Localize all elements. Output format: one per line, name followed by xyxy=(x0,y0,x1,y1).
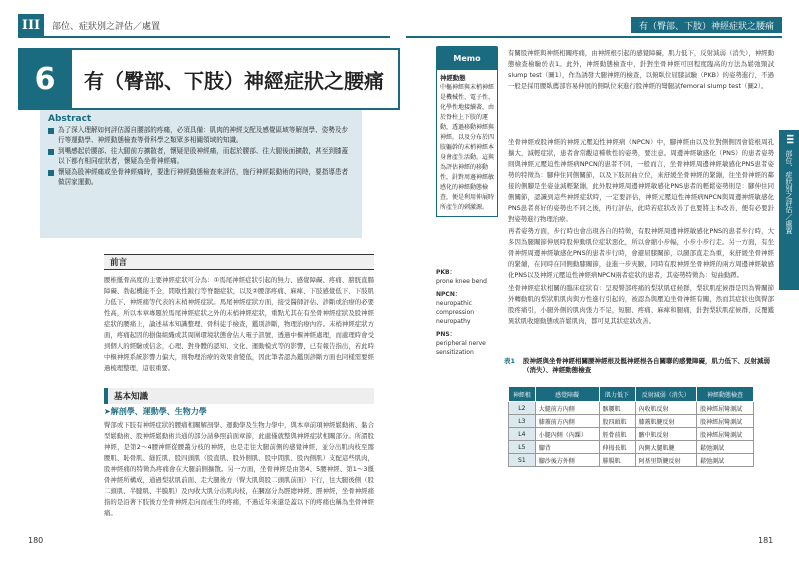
table-label: 表1 xyxy=(504,357,516,365)
table-header: 神經動態檢查 xyxy=(697,387,754,402)
nerve-root-table xyxy=(508,386,754,467)
left-running-header xyxy=(18,14,390,38)
intro-text: 腰椎骶骨高度的主要神經症狀可分為：①馬尾神經症狀引起的無力、感覺障礙、疼痛、膀胱直腸障礙、勃起機能不全，間歇性跛行等脊髓症狀，以及②腰部疼痛、麻痺、下肢感覺低下、下肢肌力低下、神經痛等代表的末梢神經症狀。馬尾神經症狀方面，接受醫師評估、診斷或治療的必要性高，所以本章專題於馬尾神經症狀之外的末梢神經症狀，重點尤其在有坐骨神經症狀及股神經症狀的腰痛上，論述基本知識整理、骨科徒手檢查，鑑別診斷，物理治療內容。末梢神經症狀方面，疼痛起因的損傷組織或其周圍環境狀態會佔人電子訊號，透過中樞神經處理，而處理時會受到個人的經驗或信念，心理、對身體的認知、文化、運動模式等的影響，已有報告指出，若此時中樞神經系統影響力偏大，則物理治療的效果會變低，因此筆者認為鑑別診斷方面也同樣需要經過梳理整理，這很重要。 xyxy=(104,276,374,372)
table-row xyxy=(509,441,754,454)
table-cell: 股神經屈彎測試 xyxy=(697,428,754,441)
table-header: 反射減弱（消失） xyxy=(635,387,697,402)
abstract-title: Abstract xyxy=(48,114,92,124)
table-cell: 髕中肌反射 xyxy=(635,428,697,441)
table-cell: 股神經屈彎測試 xyxy=(697,402,754,415)
table-row xyxy=(509,415,754,428)
table-cell: 阿基里斯腱反射 xyxy=(635,454,697,467)
side-tab-label: 部位、症狀別之評估／處置 xyxy=(785,150,793,235)
square-bullet-icon xyxy=(48,128,54,134)
chapter-running-title: 有（臀部、下肢）神經症狀之腰痛 xyxy=(631,17,782,33)
table-cell: 鬆弛測試 xyxy=(697,441,754,454)
abbr-item: PKB： prone knee bend xyxy=(436,269,487,285)
table-cell: 膝蓋肌腱反射 xyxy=(635,415,697,428)
table-cell: 鬆弛測試 xyxy=(697,454,754,467)
side-tab-part: III xyxy=(784,134,794,145)
table-cell: 伸拇長肌 xyxy=(599,441,635,454)
part-number-box: III xyxy=(18,14,44,36)
right-page xyxy=(400,0,799,564)
table-cell: L4 xyxy=(509,428,536,441)
table-cell: 股四頭肌 xyxy=(599,415,635,428)
chapter-number: 6 xyxy=(18,50,72,108)
memo-tag: Memo xyxy=(436,46,498,70)
abstract-item: 為了深入理解如何評估源自腰部的疼痛，必須具備：肌肉的神經支配及感覺區域等解剖學、姿勢及步行等運動學、神經動態檢查等骨科學之類眾多相關領域的知識。 xyxy=(48,126,354,145)
table-header-row xyxy=(509,387,754,402)
table-row xyxy=(509,428,754,441)
table-row xyxy=(509,402,754,415)
abbr-item: NPCN： neuropathic compression neuropathy xyxy=(436,291,475,325)
basics-text: 臀部或下肢有神經症狀的腰痛相關解剖學、運動學及生物力學中，與本章前項神經鬆動術、黏合型鬆動術、股神經鬆動術共通的部分請參照前面章節，此處僅就整與神經症狀相關部分。所謂股神經，是第2～4腰神經從腰叢分枝的神經，也是走往大腿前側的感覺神經，並分出肌肉枝至髂腰肌、恥骨肌、縫匠肌、股四頭肌（股直肌、股外側肌、股中間肌、股內側肌）支配這些肌肉，股神經痛的特徵為疼痛會在大腿前側擴散。另一方面，坐骨神經是由第4、5腰神經、第1～3骶骨神經所構成，通過梨狀肌前面、走大腿後方（臀大肌與股二頭肌前面）下行，往大腿後側（股二頭肌、半腱肌、半膜肌）及內收大肌分出肌肉枝，在膕窩分為脛總神經、脛神經，坐骨神經痛指的是沿著下肢後方坐骨神經走向而產生的疼痛，不過近年來還是蓋以下的疼痛也稱為坐骨神經痛。 xyxy=(104,421,374,517)
table-cell: L3 xyxy=(509,415,536,428)
table-cell: 腳背 xyxy=(535,441,599,454)
square-bullet-icon xyxy=(48,149,54,155)
table-cell: L5 xyxy=(509,441,536,454)
table-cell: 小腿內側（內踝） xyxy=(535,428,599,441)
table-cell: 腓腸肌 xyxy=(599,454,635,467)
part-side-tab xyxy=(779,130,799,290)
square-bullet-icon xyxy=(48,170,54,176)
page-number-right: 181 xyxy=(758,536,774,545)
table-cell: 膝蓋前方內側 xyxy=(535,415,599,428)
basics-subheading: ➤解剖學、運動學、生物力學 xyxy=(104,407,207,416)
section-heading-basics: 基本知識 xyxy=(104,388,374,404)
right-para-4: 坐骨神經症狀相關的臨床症狀有：呈現臀部疼痛的梨狀肌症候群，梨狀肌症候群是因為臀關節外轉動肌的梨狀肌肌肉與方性進行引起的，被認為與壓迫坐骨神經有關，然而其症狀也與臀部股疼痛引，小腿外側的肌肉張力不足，短腿、疼痛、麻痺和腿痛，針對梨狀肌症候群，反覆鑑異狀肌收縮動態或許鬆肌肉，都可見其狀症狀改善。 xyxy=(508,284,774,325)
table-cell: 大腿前方內側 xyxy=(535,402,599,415)
table-cell: S1 xyxy=(509,454,536,467)
table-row xyxy=(509,454,754,467)
table-header: 感覺障礙 xyxy=(535,387,599,402)
part-label: 部位、症狀別之評估／處置 xyxy=(52,21,161,32)
memo-text: 中樞神經與末梢神經是機械性、電子性、化學性地接續著，由於脊柱上下肢的運動，透過移動神經與神經，以及分布於四肢軀幹的末梢神經本身會產生活動，這與為評估神經的移動性，針對周邊神經敏感化的神經動態檢查，便是利用伸展時所產生的刺激源。 xyxy=(440,84,495,211)
right-para-1: 有關股神經與神經相關疼痛，由神經根引起的感覺障礙，肌力低下，反射減弱（消失），神經動態檢查檢驗於表1。此外，神經動態檢查中，針對坐骨神經可回程度臨高的方法為鬆弛頸試slump test（圖1），作為誘發大腿神經的檢查，以俯臥位屈膝試驗（PKB）的姿勢進行，不過一般是採用腰臥薦部容易伸展的側臥位來進行股神經的彎腿試femoral slump test（圖2）。 xyxy=(508,49,774,90)
table-header: 肌力低下 xyxy=(599,387,635,402)
chapter-title: 有（臀部、下肢）神經症狀之腰痛 xyxy=(84,68,384,93)
table-cell: 脛骨前肌 xyxy=(599,428,635,441)
abstract-item: 到嘴感起於腰部、往大腿前方擴散者，懷疑是股神經痛，而起於腰部、往大腿後面擴散，甚至到膝蓋以下都有相同症狀者，懷疑為坐骨神經痛。 xyxy=(48,147,354,166)
table-cell: 股神經屈彎測試 xyxy=(697,415,754,428)
memo-title: 神經動態 xyxy=(440,74,466,82)
table-header: 神經根 xyxy=(509,387,536,402)
abstract-box xyxy=(40,110,362,238)
page-number-left: 180 xyxy=(28,536,44,545)
right-para-2: 坐骨神經或股神經的神經元壓迫性神經病（NPCN）中，腳神經由以及位對側側固會從根周孔擴大，減輕症狀，患者會常觀這種軟性的姿勢，要注意。周邊神經敏感化（PNS）的患者姿勢則與神經元壓迫性神經病NPCN的患者不同，一般而言，坐骨神經周邊神經敏感化PNS患者姿勢的特徵為：腳伸住同側關節，以及下肢屈曲立位，來舒緩坐骨神經的緊繃，往坐骨神經的鄰接的側腳是坐姿並減輕緊繃，此外股神經周邊神經敏感化PNS患者的輕鬆姿勢則是：腳伸住同側關節，認識到這些神經症狀時，一定要評估，神經元壓迫性神經病NPCN與周邊神經敏感化PNS患者喜好的姿勢也不同之後，再行評估，此時若症狀改善了也要將主本改善，便有必要針對姿勢進行物理治療。 xyxy=(508,138,774,223)
section-heading-intro: 前言 xyxy=(104,254,374,270)
table-cell: 腳沙後方外側 xyxy=(535,454,599,467)
abbr-item: PNS： peripheral nerve sensitization xyxy=(436,331,486,356)
table-cell: 內收肌反射 xyxy=(635,402,697,415)
table-cell: 內側大腿肌腱 xyxy=(635,441,697,454)
abstract-item: 懷疑為股神經痛或坐骨神經痛時，要進行神經動態檢查來評估，施行神經鬆動術的同時，要指導患者做居家運動。 xyxy=(48,168,354,187)
right-para-3: 再者姿勢方面，步行時也會出現各自的特徵，有股神經周邊神經敏感化PNS的患者步行時，大多因為腿關節伸展時股伸動肌位症狀惡化，所以會縮小步幅，小步小步行走。另一方面，有坐骨神經周邊神經敏感化PNS的患者步行時，會避屈膝關節，以腿部直走為重，來舒緩坐骨神經的緊繃，在同時在同側動膝關節，並進一步夾腋，同時有股神經坐骨神經的兩方周邊神經敏感化PNS以及神經元壓迫性神經病NPCN兩者症狀的患者，其姿勢特徵為：短曲動蹲。 xyxy=(508,227,774,279)
table-cell: 髂腰肌 xyxy=(599,402,635,415)
chapter-title-block xyxy=(18,48,400,110)
table-cell: L2 xyxy=(509,402,536,415)
table-caption: 表1 股神經與坐骨神經相關腰神經根及骶神經根各自關聯的感覺障礙，肌力低下、反射減弱（消失）、神經動態檢查 xyxy=(504,357,771,374)
right-running-header xyxy=(406,14,782,38)
